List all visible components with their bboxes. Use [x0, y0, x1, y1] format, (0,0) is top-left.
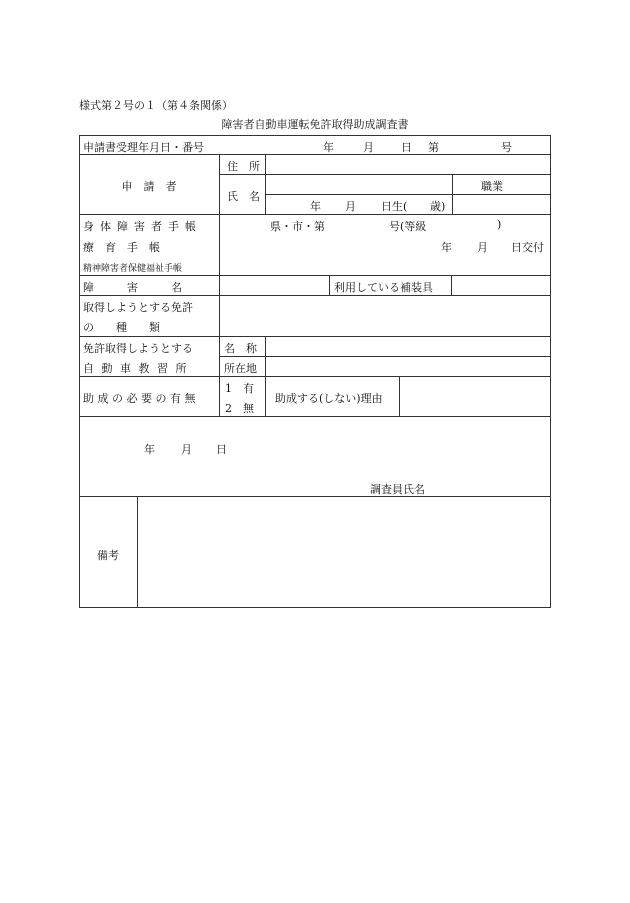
school-label-line1: 免許取得しようとする [83, 342, 193, 355]
grid-line [79, 295, 551, 296]
necessity-reason-label: 助成する(しない)理由 [275, 392, 383, 405]
handbook-year: 年 [441, 241, 452, 254]
necessity-no: 2 無 [225, 402, 254, 415]
grid-line [329, 275, 330, 295]
grid-line [79, 416, 551, 417]
ryoiku-handbook-label: 療 育 手 帳 [83, 241, 160, 254]
license-label-line2: の 種 類 [83, 321, 160, 334]
applicant-label: 申 請 者 [121, 180, 177, 193]
survey-day: 日 [216, 443, 227, 456]
birth-month: 月 [345, 200, 356, 213]
survey-year: 年 [144, 443, 155, 456]
receipt-label: 申請書受理年月日・番号 [83, 141, 204, 154]
table-border-right [550, 135, 551, 608]
table-border-bottom [79, 607, 551, 608]
grid-line [79, 496, 551, 497]
form-title: 障害者自動車運転免許取得助成調査書 [221, 118, 409, 131]
mental-handbook-label: 精神障害者保健福祉手帳 [83, 264, 183, 274]
handbook-paren-close: ) [497, 218, 502, 231]
receipt-dai: 第 [428, 141, 439, 154]
grid-line [137, 496, 138, 607]
age-label: 歳) [430, 200, 446, 213]
handbook-month: 月 [477, 241, 488, 254]
grid-line [452, 174, 453, 214]
occupation-label: 職業 [481, 180, 503, 193]
name-label: 氏 名 [227, 190, 260, 203]
school-location-label: 所在地 [224, 362, 257, 375]
license-label-line1: 取得しようとする免許 [83, 301, 193, 314]
grid-line [219, 174, 551, 175]
grid-line [399, 376, 400, 416]
survey-month: 月 [181, 443, 192, 456]
handbook-grade: 号(等級 [389, 220, 427, 233]
handbook-prefecture: 県・市・第 [270, 220, 325, 233]
disability-label: 障 害 名 [83, 281, 182, 294]
grid-line [265, 194, 551, 195]
receipt-gou: 号 [501, 141, 512, 154]
table-border-left [79, 135, 80, 608]
aids-label: 利用している補装具 [334, 281, 433, 294]
grid-line [265, 154, 266, 214]
grid-line [79, 376, 551, 377]
grid-line [219, 154, 220, 416]
necessity-yes: 1 有 [225, 382, 254, 395]
grid-line [451, 275, 452, 295]
school-name-label: 名 称 [224, 342, 257, 355]
handbook-issued: 日交付 [511, 241, 544, 254]
grid-line [79, 275, 551, 276]
receipt-day: 日 [401, 141, 412, 154]
receipt-year: 年 [323, 141, 334, 154]
address-label: 住 所 [227, 160, 260, 173]
physical-handbook-label: 身体障害者手帳 [83, 220, 202, 233]
grid-line [265, 336, 266, 416]
necessity-label: 助 成 の 必 要 の 有 無 [83, 392, 196, 405]
table-border-top [79, 135, 551, 136]
receipt-month: 月 [363, 141, 374, 154]
remarks-label: 備考 [97, 549, 119, 562]
birth-year: 年 [310, 200, 321, 213]
investigator-label: 調査員氏名 [370, 483, 425, 496]
grid-line [79, 214, 551, 215]
school-label-line2: 自 動 車 教 習 所 [83, 362, 189, 375]
grid-line [219, 356, 551, 357]
grid-line [79, 336, 551, 337]
birth-day: 日生( [381, 200, 408, 213]
form-number: 様式第２号の１（第４条関係） [79, 99, 233, 112]
